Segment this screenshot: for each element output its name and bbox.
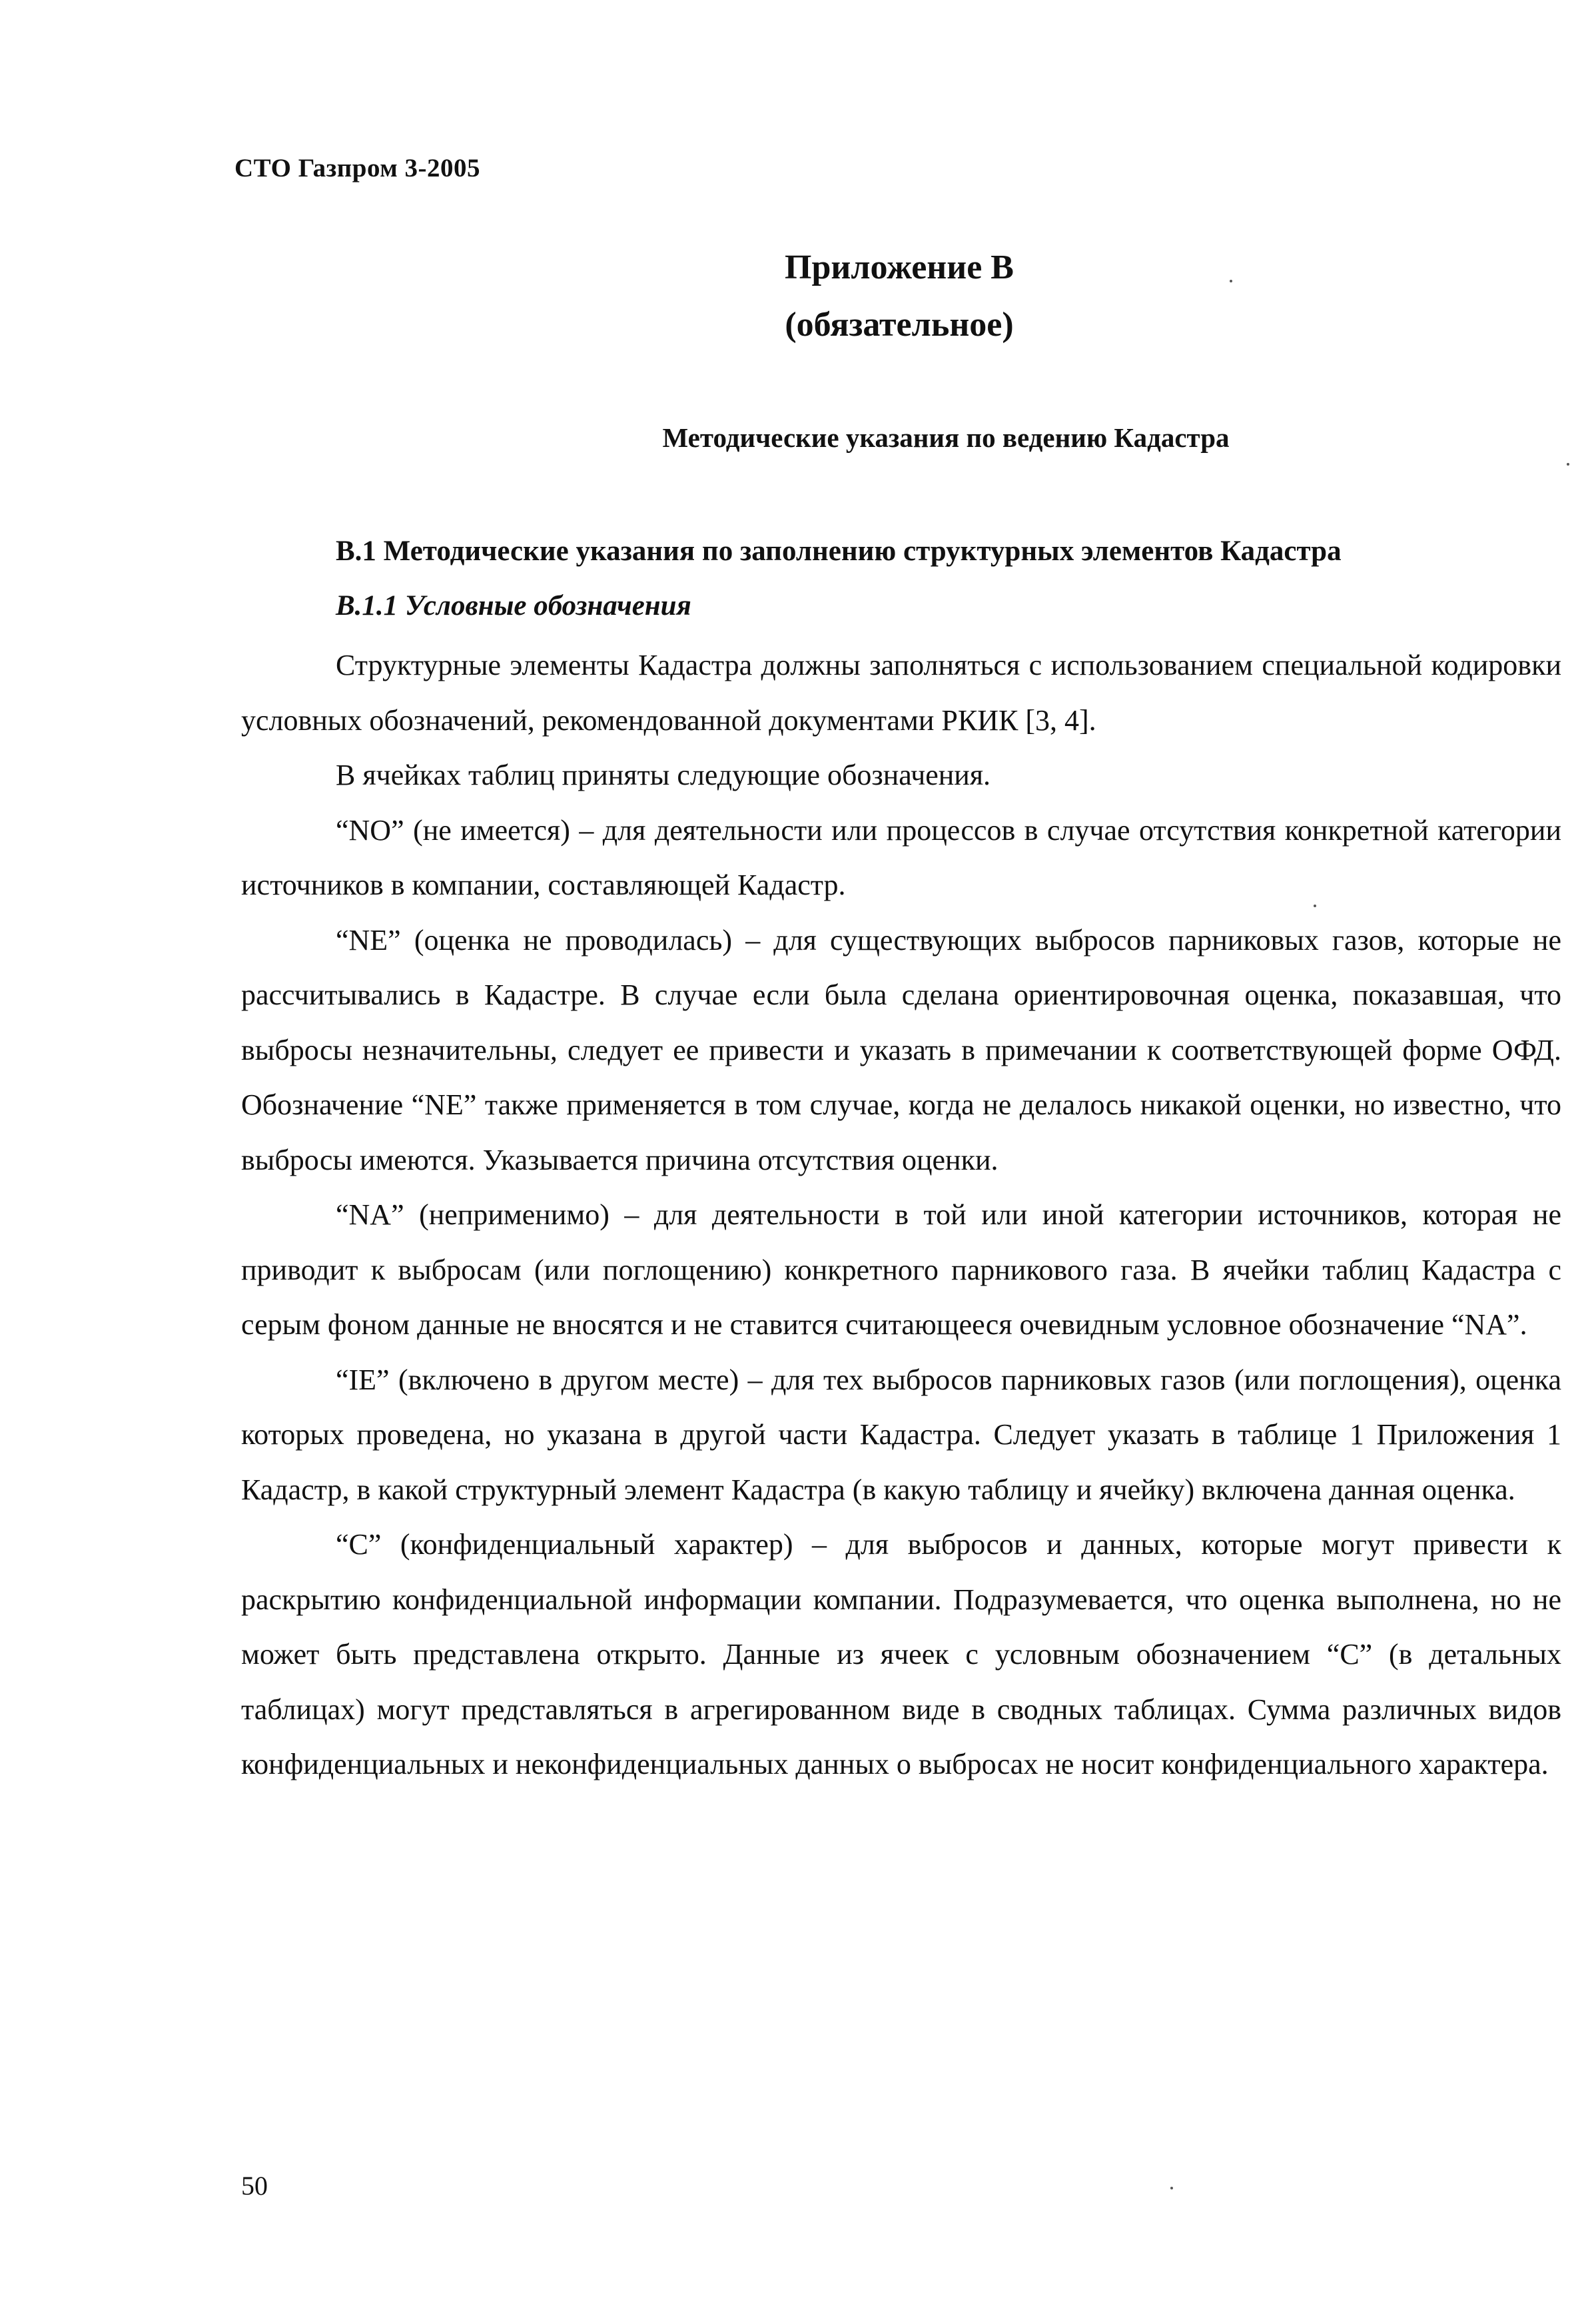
paragraph: В ячейках таблиц приняты следующие обозначения.: [336, 759, 991, 791]
page-number: 50: [241, 2171, 268, 2201]
document-code: СТО Газпром 3-2005: [234, 154, 481, 183]
scan-speck: [1170, 2187, 1173, 2189]
paragraph: “IE” (включено в другом месте) – для тех выбросов парниковых газов (или поглощения), оценка которых проведена, но указана в другой части Кадастра. Следует указать в таблице 1 Приложения 1 Кадастр, в какой структурный элемент Кадастра (в какую таблицу и ячейку) включена данная оценка.: [241, 1363, 1561, 1506]
paragraph: “C” (конфиденциальный характер) – для выбросов и данных, которые могут привести к раскрытию конфиденциальной информации компании. Подразумевается, что оценка выполнена, но не может быть представлена открыто. Данные из ячеек с условным обозначением “C” (в детальных таблицах) могут представляться в агрегированном виде в сводных таблицах. Сумма различных видов конфиденциальных и неконфиденциальных данных о выбросах не носит конфиденциального характера.: [241, 1528, 1561, 1780]
paragraph: “NE” (оценка не проводилась) – для существующих выбросов парниковых газов, которые не рассчитывались в Кадастре. В случае если была сделана ориентировочная оценка, показавшая, что выбросы незначительны, следует ее привести и указать в примечании к соответствующей форме ОФД. Обозначение “NE” также применяется в том случае, когда не делалось никакой оценки, но известно, что выбросы имеются. Указывается причина отсутствия оценки.: [241, 923, 1561, 1176]
scan-speck: [1567, 463, 1569, 466]
subsection-heading-b11: В.1.1 Условные обозначения: [336, 590, 691, 621]
body-text: [241, 638, 1561, 1792]
appendix-title: Приложение В: [785, 248, 1014, 286]
section-heading-b1: В.1 Методические указания по заполнению структурных элементов Кадастра: [336, 536, 1342, 567]
paragraph: “NO” (не имеется) – для деятельности или процессов в случае отсутствия конкретной категории источников в компании, составляющей Кадастр.: [241, 813, 1561, 901]
appendix-status: (обязательное): [785, 306, 1014, 344]
document-heading: Методические указания по ведению Кадастра: [662, 422, 1230, 453]
paragraph: Структурные элементы Кадастра должны заполняться с использованием специальной кодировки условных обозначений, рекомендованной документами РКИК [3, 4].: [241, 649, 1561, 737]
paragraph: “NA” (неприменимо) – для деятельности в той или иной категории источников, которая не приводит к выбросам (или поглощению) конкретного парникового газа. В ячейки таблиц Кадастра с серым фоном данные не вносятся и не ставится считающееся очевидным условное обозначение “NA”.: [241, 1198, 1561, 1341]
scan-speck: [1314, 905, 1316, 907]
scan-speck: [1230, 280, 1232, 282]
